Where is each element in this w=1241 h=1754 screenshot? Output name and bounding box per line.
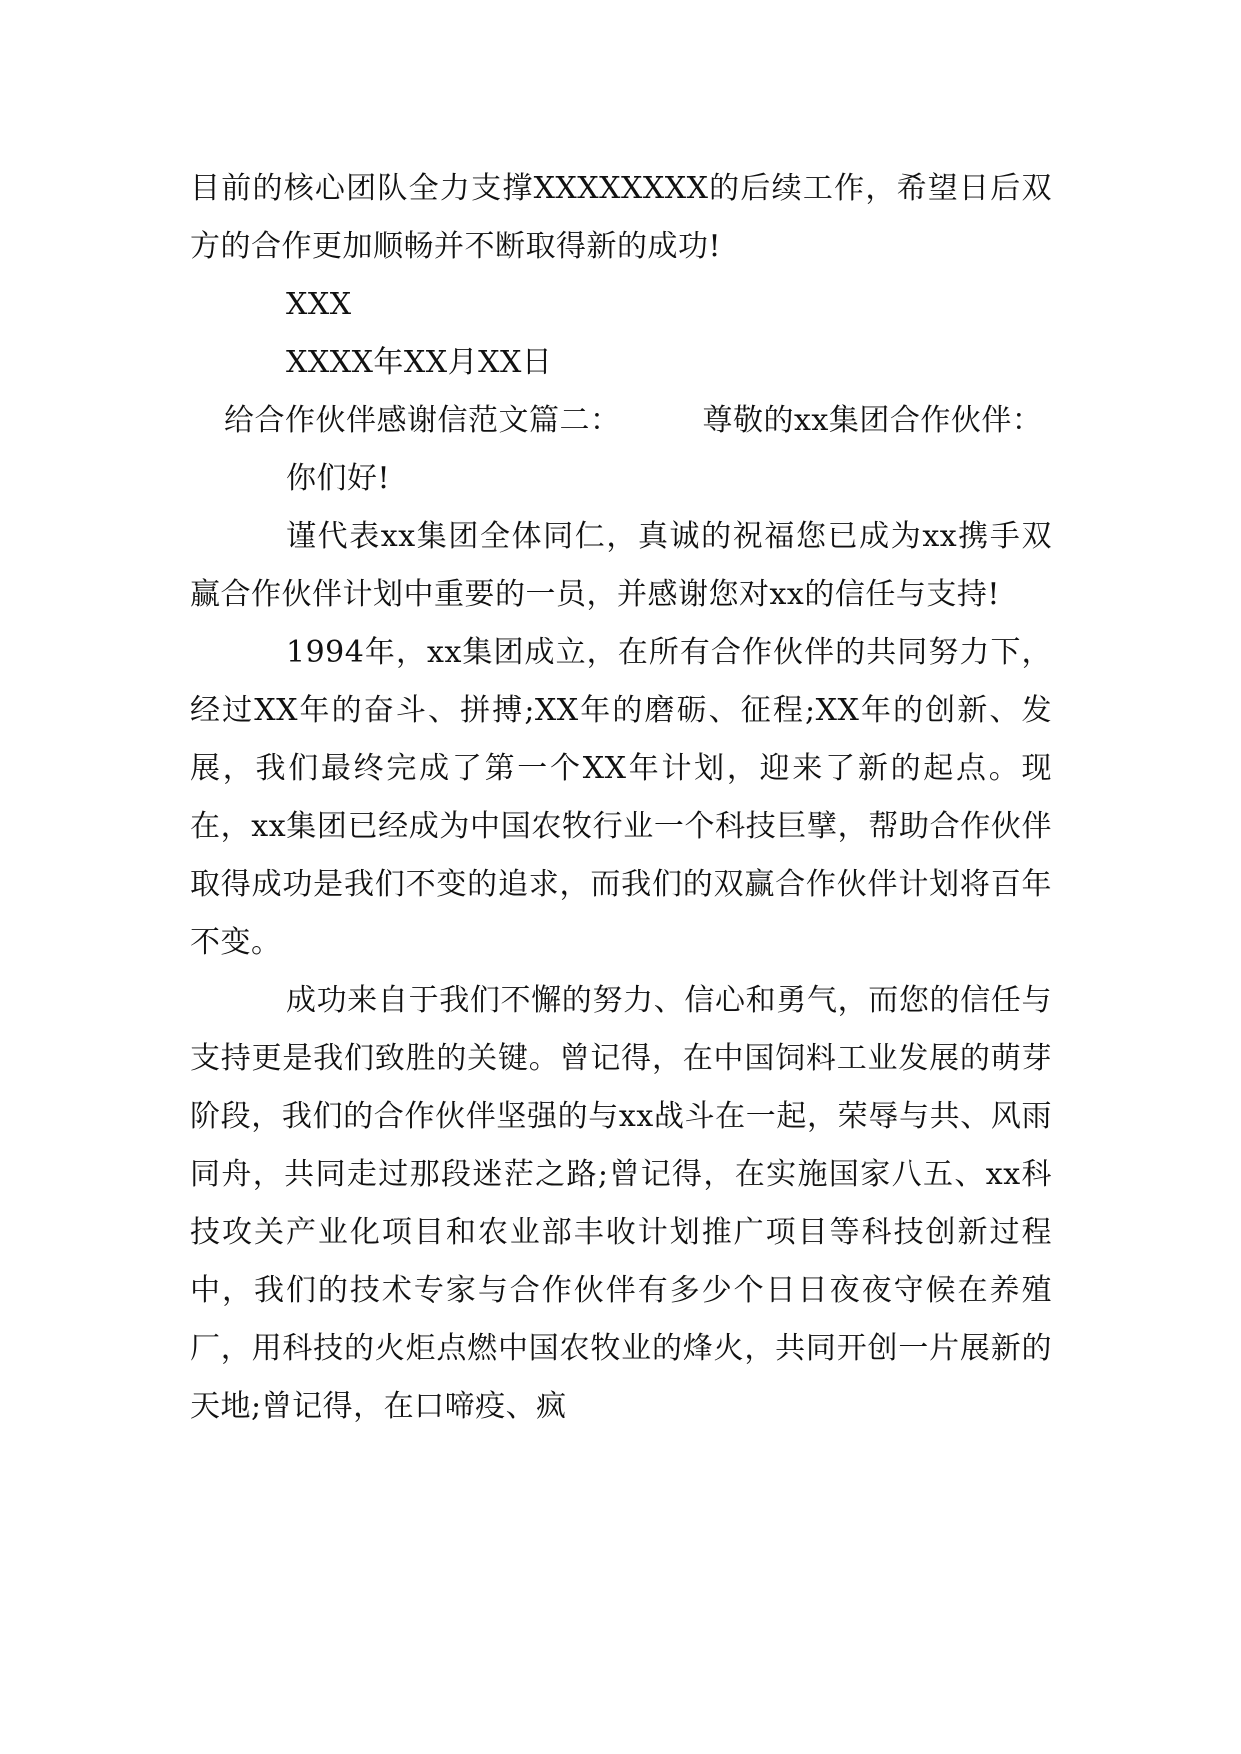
signature-name: XXX	[286, 287, 352, 322]
body-paragraph: 成功来自于我们不懈的努力、信心和勇气，而您的信任与支持更是我们致胜的关键。曾记得，在中国饲料工业发展的萌芽阶段，我们的合作伙伴坚强的与xx战斗在一起，荣辱与共、风雨同舟，共同走过那段迷茫之路;曾记得，在实施国家八五、xx科技攻关产业化项目和农业部丰收计划推广项目等科技创新过程中，我们的技术专家与合作伙伴有多少个日日夜夜守候在养殖厂，用科技的火炬点燃中国农牧业的烽火，共同开创一片展新的天地;曾记得，在口啼疫、疯	[190, 983, 1052, 1424]
document-content	[190, 160, 1052, 1436]
greeting: 你们好!	[286, 461, 391, 496]
body-paragraph: 1994年，xx集团成立，在所有合作伙伴的共同努力下，经过XX年的奋斗、拼搏;XX年的磨砺、征程;XX年的创新、发展，我们最终完成了第一个XX年计划，迎来了新的起点。现在，xx集团已经成为中国农牧行业一个科技巨擘，帮助合作伙伴取得成功是我们不变的追求，而我们的双赢合作伙伴计划将百年不变。	[190, 635, 1052, 960]
signature-date: XXXX年XX月XX日	[286, 345, 553, 380]
salutation: 尊敬的xx集团合作伙伴：	[702, 403, 1043, 438]
section-title: 给合作伙伴感谢信范文篇二：	[224, 403, 621, 438]
paragraph-closing-text: 目前的核心团队全力支撑XXXXXXXX的后续工作，希望日后双方的合作更加顺畅并不断取得新的成功!	[190, 171, 1052, 264]
section-heading	[190, 392, 1052, 450]
body-paragraph: 谨代表xx集团全体同仁，真诚的祝福您已成为xx携手双赢合作伙伴计划中重要的一员，并感谢您对xx的信任与支持!	[190, 519, 1052, 612]
